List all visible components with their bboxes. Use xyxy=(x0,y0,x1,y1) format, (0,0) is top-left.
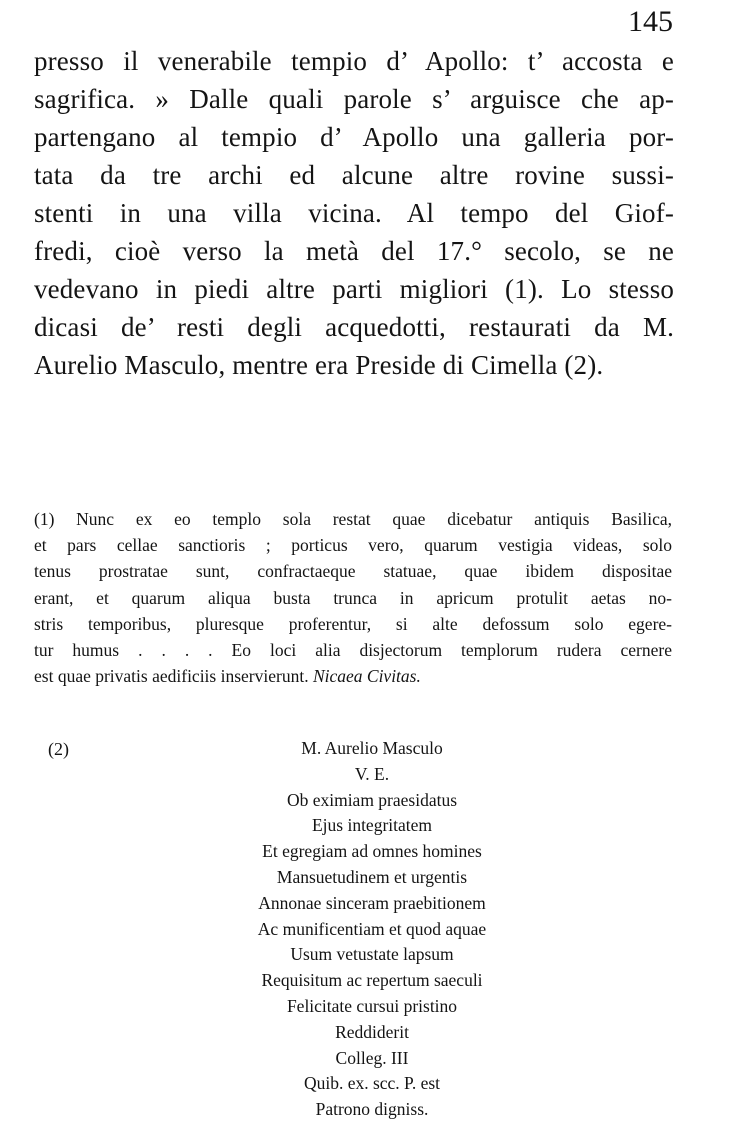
footnote-line: (1) Nunc ex eo templo sola restat quae dicebatur antiquis Basilica, xyxy=(34,509,672,529)
footnote-line: stris temporibus, pluresque proferentur, si alte defossum solo egere- xyxy=(34,613,672,634)
footnote-last-line xyxy=(34,663,672,689)
footnote-1 xyxy=(34,506,672,689)
inscription-line: Annonae sinceram praebitionem xyxy=(258,892,486,913)
inscription-line: Patrono digniss. xyxy=(315,1099,429,1120)
inscription-line: Quib. ex. scc. P. est xyxy=(303,1073,441,1094)
footnote-line: et pars cellae sanctioris ; porticus vero, quarum vestigia videas, solo xyxy=(34,535,672,556)
body-line: presso il venerabile tempio d’ Apollo: t’ accosta e xyxy=(34,46,674,76)
footnote-line-text: est quae privatis aedificiis inservierunt. xyxy=(34,666,309,687)
footnote-line: tur humus . . . . Eo loci alia disjectorum templorum rudera cernere xyxy=(34,640,672,661)
body-line: vedevano in piedi altre parti migliori (1). Lo stesso xyxy=(34,274,674,304)
body-line: fredi, cioè verso la metà del 17.° secolo, se ne xyxy=(34,236,674,266)
inscription-line: Requisitum ac repertum saeculi xyxy=(261,970,483,991)
body-line: sagrifica. » Dalle quali parole s’ arguisce che ap- xyxy=(34,84,674,114)
footnote-2-inscription xyxy=(34,736,710,1123)
inscription-line: Mansuetudinem et urgentis xyxy=(276,866,468,887)
body-line: Aurelio Masculo, mentre era Preside di Cimella (2). xyxy=(34,350,604,380)
footnote-line: erant, et quarum aliqua busta trunca in apricum protulit aetas no- xyxy=(34,587,672,608)
body-line: dicasi de’ resti degli acquedotti, restaurati da M. xyxy=(34,312,674,342)
body-line: partengano al tempio d’ Apollo una galleria por- xyxy=(34,122,674,152)
inscription-line: Reddiderit xyxy=(335,1021,409,1042)
page-number: 145 xyxy=(628,5,673,38)
body-paragraph xyxy=(34,42,674,384)
body-line: stenti in una villa vicina. Al tempo del Giof- xyxy=(34,198,674,228)
inscription-line: Et egregiam ad omnes homines xyxy=(262,841,482,862)
inscription-line: V. E. xyxy=(354,763,390,784)
inscription-line: Ob eximiam praesidatus xyxy=(286,789,458,810)
inscription-line: Usum vetustate lapsum xyxy=(290,944,454,965)
body-line: tata da tre archi ed alcune altre rovine sussi- xyxy=(34,160,674,190)
footnote-2-marker: (2) xyxy=(48,739,69,759)
inscription-line: Ac munificentiam et quod aquae xyxy=(257,918,487,939)
inscription-line: Colleg. III xyxy=(335,1047,409,1068)
footnote-line: tenus prostratae sunt, confractaeque statuae, quae ibidem dispositae xyxy=(34,561,672,582)
inscription-line: Ejus integritatem xyxy=(311,815,433,836)
footnote-source-citation: Nicaea Civitas. xyxy=(312,666,421,687)
inscription-line: Felicitate cursui pristino xyxy=(286,995,458,1016)
inscription-line: M. Aurelio Masculo xyxy=(301,738,443,758)
